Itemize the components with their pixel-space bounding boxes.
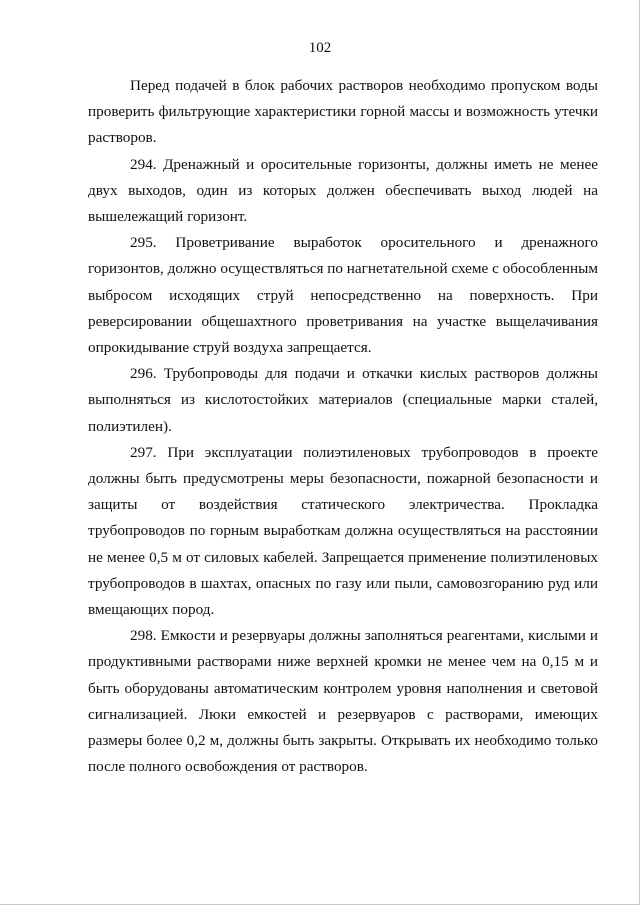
paragraph-298: 298. Емкости и резервуары должны заполняться реагентами, кислыми и продуктивными растворами ниже верхней кромки не менее чем на 0,15 м и быть оборудованы автоматическим контролем уровня наполнения и световой сигнализацией. Люки емкостей и резервуаров с растворами, имеющих размеры более 0,2 м, должны быть закрыты. Открывать их необходимо только после полного освобождения от растворов. xyxy=(88,627,598,776)
paragraph-297: 297. При эксплуатации полиэтиленовых трубопроводов в проекте должны быть предусмотрены меры безопасности, пожарной безопасности и защиты от воздействия статического электричества. Прокладка трубопроводов по горным выработкам должна осуществляться на расстоянии не менее 0,5 м от силовых кабелей. Запрещается применение полиэтиленовых трубопроводов в шахтах, опасных по газу или пыли, самовозгоранию руд или вмещающих пород. xyxy=(88,443,598,619)
page-number: 102 xyxy=(308,40,332,56)
paragraph-intro: Перед подачей в блок рабочих растворов необходимо пропуском воды проверить фильтрующие характеристики горной массы и возможность утечки растворов. xyxy=(88,77,598,147)
document-body xyxy=(88,73,598,780)
paragraph-295: 295. Проветривание выработок оросительного и дренажного горизонтов, должно осуществляться по нагнетательной схеме с обособленным выбросом исходящих струй непосредственно на поверхность. При реверсировании общешахтного проветривания на участке выщелачивания опрокидывание струй воздуха запрещается. xyxy=(88,234,598,357)
paragraph-296: 296. Трубопроводы для подачи и откачки кислых растворов должны выполняться из кислотостойких материалов (специальные марки сталей, полиэтилен). xyxy=(88,365,598,435)
paragraph-294: 294. Дренажный и оросительные горизонты, должны иметь не менее двух выходов, один из которых должен обеспечивать выход людей на вышележащий горизонт. xyxy=(88,155,598,226)
